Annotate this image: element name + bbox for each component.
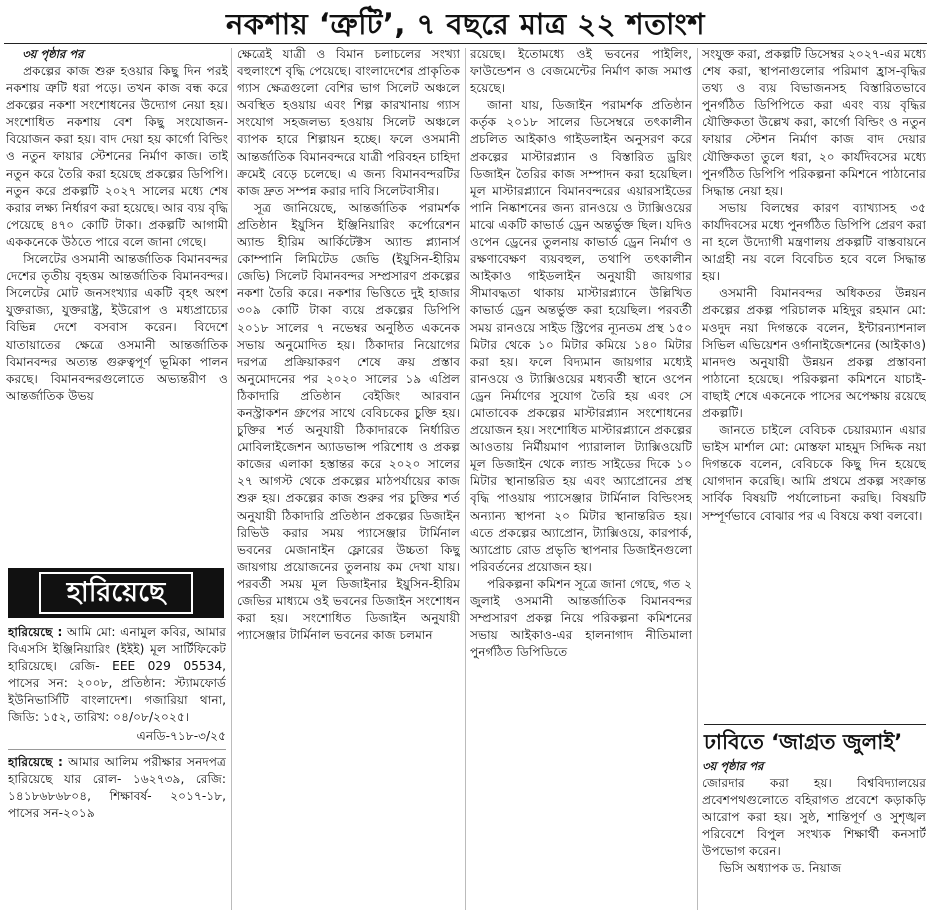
paragraph: রয়েছে। ইতোমধ্যে ওই ভবনের পাইলিং, ফাউন্ডেশন ও বেজমেন্টের নির্মাণ কাজ সমাপ্ত হয়েছে। <box>470 47 692 96</box>
continued-from-label: ৩য় পৃষ্ঠার পর <box>22 47 84 61</box>
paragraph: সূত্র জানিয়েছে, আন্তর্জাতিক পরামর্শক প্রতিষ্ঠান ইয়ুসিন ইঞ্জিনিয়ারিং কর্পোরেশন অ্যান্ড হীরিম আর্কিটেক্টস অ্যান্ড প্ল্যানার্স কোম্পানি লিমিটেড জেভি (ইয়ুসিন-হীরিম জেভি) সিলেট বিমানবন্দর সম্প্রসারণ প্রকল্পের নকশা তৈরি করে। নকশার ভিত্তিতে দুই হাজার ৩০৯ কোটি টাকা ব্যয়ে প্রকল্পের ডিপিপি ২০১৮ সালের ৭ নভেম্বর অনুষ্ঠিত একনেক সভায় অনুমোদিত হয়। ঠিকাদার নিয়োগের দরপত্র প্রক্রিয়াকরণ শেষে ক্রয় প্রস্তাব অনুমোদনের পর ২০২০ সালের ১৯ এপ্রিল ঠিকাদারি প্রতিষ্ঠান বেইজিং আরবান কনস্ট্রাকশন গ্রুপের সাথে বেবিচকের চুক্তি হয়। চুক্তির শর্ত অনুযায়ী ঠিকাদারকে নির্ধারিত মোবিলাইজেশন অ্যাডভান্স পরিশোধ ও প্রকল্প কাজের এলাকা হস্তান্তর করে ২০২০ সালের ২৭ আগস্ট থেকে প্রকল্পের মাঠপর্যায়ের কাজ শুরু হয়। প্রকল্পের কাজ শুরুর পর চুক্তির শর্ত অনুযায়ী ঠিকাদারি প্রতিষ্ঠান প্রকল্পের ডিজাইন রিভিউ করার সময় প্যাসেঞ্জার টার্মিনাল ভবনের মেজানাইন ফ্লোরের উচ্চতা কিছু জায়গায় প্রয়োজনের তুলনায় কম দেখা যায়। পরবর্তী সময় মূল ডিজাইনার ইয়ুসিন-হীরিম জেভির মাধ্যমে ওই ভবনের ডিজাইন সংশোধন করা হয়। সংশোধিত ডিজাইন অনুযায়ী প্যাসেঞ্জার টার্মিনাল ভবনের কাজ চলমান <box>237 200 460 643</box>
classified-ad <box>8 754 226 822</box>
second-story-rule <box>704 724 926 725</box>
second-story-headline: ঢাবিতে ‘জাগ্রত জুলাই’ <box>704 730 903 754</box>
paragraph: ক্ষেত্রেই যাত্রী ও বিমান চলাচলের সংখ্যা বহুলাংশে বৃদ্ধি পেয়েছে। বাংলাদেশের প্রাকৃতিক গ্যাস ক্ষেত্রগুলো বেশির ভাগ সিলেট অঞ্চলে অবস্থিত হওয়ায় এবং শিল্প কারখানায় গ্যাস সংযোগ সহজলভ্য হওয়ায় সিলেট অঞ্চলে ব্যাপক হারে শিল্পায়ন হচ্ছে। ফলে ওসমানী আন্তর্জাতিক বিমানবন্দরে যাত্রী পরিবহন চাহিদা ক্রমেই বেড়ে চলেছে। এ জন্য বিমানবন্দরটির কাজ দ্রুত সম্পন্ন করার দাবি সিলেটবাসীর। <box>237 47 460 198</box>
paragraph: সভায় বিলম্বের কারণ ব্যাখ্যাসহ ৩৫ কার্যদিবসের মধ্যে পুনর্গঠিত ডিপিপি প্রেরণ করা না হলে উদ্যোগী মন্ত্রণালয় প্রকল্পটি বাস্তবায়নে আগ্রহী নয় বলে বিবেচিত হবে বলে সিদ্ধান্ত হয়। <box>702 200 926 284</box>
article-column-4 <box>702 46 926 726</box>
headline: নকশায় ‘ত্রুটি’, ৭ বছরে মাত্র ২২ শতাংশ <box>225 7 706 41</box>
article-column-2 <box>237 46 460 912</box>
second-story-body <box>702 758 926 915</box>
classified-ads <box>8 624 226 914</box>
paragraph: জানতে চাইলে বেবিচক চেয়ারম্যান এয়ার ভাইস মার্শাল মো: মোস্তফা মাহমুদ সিদ্দিক নয়া দিগন্তকে বলেন, বেবিচকে কিছু দিন হয়েছে যোগদান করেছি। আমি প্রথমে প্রকল্প সংক্রান্ত সার্বিক বিষয়টি পর্যালোচনা করছি। বিষয়টি সম্পূর্ণভাবে বোঝার পর এ বিষয়ে কথা বলবো। <box>702 423 926 523</box>
headline-rule <box>4 43 927 44</box>
paragraph: সিলেটের ওসমানী আন্তর্জাতিক বিমানবন্দর দেশের তৃতীয় বৃহত্তম আন্তর্জাতিক বিমানবন্দর। সিলেটের মোট জনসংখ্যার একটি বৃহৎ অংশ যুক্তরাজ্য, যুক্তরাষ্ট্র, ইউরোপ ও মধ্যপ্রাচ্যের বিভিন্ন দেশে বসবাস করেন। বিদেশে যাতায়াতের ক্ষেত্রে ওসমানী আন্তর্জাতিক বিমানবন্দর অত্যন্ত গুরুত্বপূর্ণ ভূমিকা পালন করছে। বিমানবন্দরগুলোতে অভ্যন্তরীণ ও আন্তর্জাতিক উভয় <box>6 252 228 403</box>
article-column-1 <box>6 46 228 561</box>
ad-label: হারিয়েছে : <box>8 755 63 769</box>
ad-code: এনডি-৭১৮-৩/২৫ <box>136 729 226 743</box>
paragraph: সংযুক্ত করা, প্রকল্পটি ডিসেম্বর ২০২৭-এর মধ্যে শেষ করা, স্থাপনাগুলোর পরিমাণ হ্রাস-বৃদ্ধির তথ্য ও ব্যয় বিভাজনসহ বিস্তারিতভাবে পুনর্গঠিত ডিপিপিতে করা এবং ব্যয় বৃদ্ধির যৌক্তিকতা উল্লেখ করা, কার্গো বিল্ডিং ও নতুন ফায়ার স্টেশন নির্মাণ কাজ বাদ দেয়ার যৌক্তিকতা তুলে ধরা, ২০ কার্যদিবসের মধ্যে পুনর্গঠিত ডিপিপি পরিকল্পনা কমিশনে পাঠানোর সিদ্ধান্ত নেয়া হয়। <box>702 47 926 198</box>
paragraph: জোরদার করা হয়। বিশ্ববিদ্যালয়ের প্রবেশপথগুলোতে বহিরাগত প্রবেশে কড়াকড়ি আরোপ করা হয়। সুষ্ঠ, শান্তিপূর্ণ ও সুশৃঙ্খল পরিবেশে বিপুল সংখ্যক শিক্ষার্থী কনসার্ট উপভোগ করেন। <box>702 776 926 859</box>
ad-label: হারিয়েছে : <box>8 625 63 639</box>
classified-ad <box>8 624 226 726</box>
column-divider <box>231 48 232 910</box>
paragraph: জানা যায়, ডিজাইন পরামর্শক প্রতিষ্ঠান কর্তৃক ২০১৮ সালের ডিসেম্বরে তৎকালীন প্রচলিত আইকাও গাইডলাইন অনুসরণ করে প্রকল্পের মাস্টারপ্ল্যান ও বিস্তারিত ড্রয়িং ডিজাইন তৈরির কাজ সম্পাদন করা হয়েছিল। মূল মাস্টারপ্ল্যানে বিমানবন্দরের এয়ারসাইডের পানি নিষ্কাশনের জন্য রানওয়ে ও ট্যাক্সিওয়ের মাঝে একটি কাভার্ড ড্রেন অন্তর্ভুক্ত ছিল। যদিও ওপেন ড্রেনের তুলনায় কাভার্ড ড্রেন নির্মাণ ও রক্ষণাবেক্ষণ ব্যয়বহুল, তথাপি তৎকালীন আইকাও গাইডলাইন অনুযায়ী জায়গার সীমাবদ্ধতা থাকায় মাস্টারপ্ল্যানে উল্লিখিত কাভার্ড ড্রেন অন্তর্ভুক্ত করা হয়েছিল। পরবর্তী সময় রানওয়ে সাইড স্ট্রিপের ন্যূনতম প্রস্থ ১৫০ মিটার থেকে ১০ মিটার কমিয়ে ১৪০ মিটার করা হয়। ফলে বিদ্যমান জায়গার মধ্যেই রানওয়ে ও ট্যাক্সিওয়ের মধ্যবর্তী স্থানে ওপেন ড্রেন নির্মাণের সুযোগ তৈরি হয় এবং সে মোতাবেক প্রকল্পের মাস্টারপ্ল্যান সংশোধনের প্রয়োজন হয়। সংশোধিত মাস্টারপ্ল্যানে প্রকল্পের আওতায় নির্মীয়মাণ প্যারালাল ট্যাক্সিওয়েটি মূল ডিজাইন থেকে ল্যান্ড সাইডের দিকে ১০ মিটার স্থানান্তরিত হয় এবং অ্যাপ্রোনের প্রস্থ বৃদ্ধি পাওয়ায় প্যাসেঞ্জার টার্মিনাল বিল্ডিংসহ অন্যান্য স্থাপনা ২০ মিটার স্থানান্তরিত হয়। এতে প্রকল্পের অ্যাপ্রোন, ট্যাক্সিওয়ে, কারপার্ক, অ্যাপ্রোচ রোড প্রভৃতি স্থাপনার ডিজাইনগুলো পরিবর্তনের প্রয়োজন হয়। <box>470 98 692 574</box>
article-column-3 <box>470 46 692 912</box>
ad-text: আমার আলিম পরীক্ষার সনদপত্র হারিয়েছে যার রোল- ১৬২৭৩৯, রেজি: ১৪১৮৬৮৬৮০৪, শিক্ষাবর্ষ- ২০১৭-১৮, পাসের সন-২০১৯ <box>8 755 226 820</box>
column-divider <box>697 48 698 910</box>
ad-divider <box>8 749 226 750</box>
lost-section-banner <box>8 568 224 618</box>
lost-section-title: হারিয়েছে <box>39 572 194 614</box>
column-divider <box>465 48 466 910</box>
continued-from-label: ৩য় পৃষ্ঠার পর <box>702 759 764 773</box>
paragraph: পরিকল্পনা কমিশন সূত্রে জানা গেছে, গত ২ জুলাই ওসমানী আন্তর্জাতিক বিমানবন্দর সম্প্রসারণ প্রকল্প নিয়ে পরিকল্পনা কমিশনের সভায় আইকাও-এর হালনাগাদ নীতিমালা পুনর্গঠিত ডিপিডিতে <box>470 576 692 660</box>
paragraph: প্রকল্পের কাজ শুরু হওয়ার কিছু দিন পরই নকশায় ত্রুটি ধরা পড়ে। তখন কাজ বন্ধ করে প্রকল্পের নকশা সংশোধনের উদ্যোগ নেয়া হয়। সংশোধিত নকশায় বেশ কিছু সংযোজন-বিয়োজন করা হয়। বাদ দেয়া হয় কার্গো বিল্ডিং ও নতুন ফায়ার স্টেশনের নির্মাণ কাজ। তাই নতুন করে তৈরি করা হয়েছে প্রকল্পের ডিপিপি। নতুন করে প্রকল্পটি ২০২৭ সালের মধ্যে শেষ করার লক্ষ্য নির্ধারণ করা হয়েছে। আর ব্যয় বৃদ্ধি পেয়েছে ৪৭০ কোটি টাকা। প্রকল্পটি আগামী এককনেকে উঠতে পারে বলে জানা গেছে। <box>6 64 228 249</box>
paragraph: ওসমানী বিমানবন্দর অধিকতর উন্নয়ন প্রকল্পের প্রকল্প পরিচালক মহিদুর রহমান মো: মওদুদ নয়া দিগন্তকে বলেন, ইন্টারন্যাশনাল সিভিল এভিয়েশন ওর্গানাইজেশনের (আইকাও) মানদণ্ড অনুযায়ী উন্নয়ন প্রকল্প প্রস্তাবনা পাঠানো হয়েছে। পরিকল্পনা কমিশনে যাচাই-বাছাই শেষে একনেকে পাসের অপেক্ষায় রয়েছে প্রকল্পটি। <box>702 286 926 420</box>
paragraph: ভিসি অধ্যাপক ড. নিয়াজ <box>719 861 842 876</box>
ad-text: আমি মো: এনামুল কবির, আমার বিএসসি ইঞ্জিনিয়ারিং (ইইই) মূল সার্টিফিকেট হারিয়েছে। রেজি- EEE 029 05534, পাসের সন: ২০০৮, প্রতিষ্ঠান: স্ট্যামফোর্ড ইউনিভার্সিটি বাংলাদেশ। গজারিয়া থানা, জিডি: ১৫২, তারিখ: ০৪/০৮/২০২৫। <box>8 625 226 724</box>
